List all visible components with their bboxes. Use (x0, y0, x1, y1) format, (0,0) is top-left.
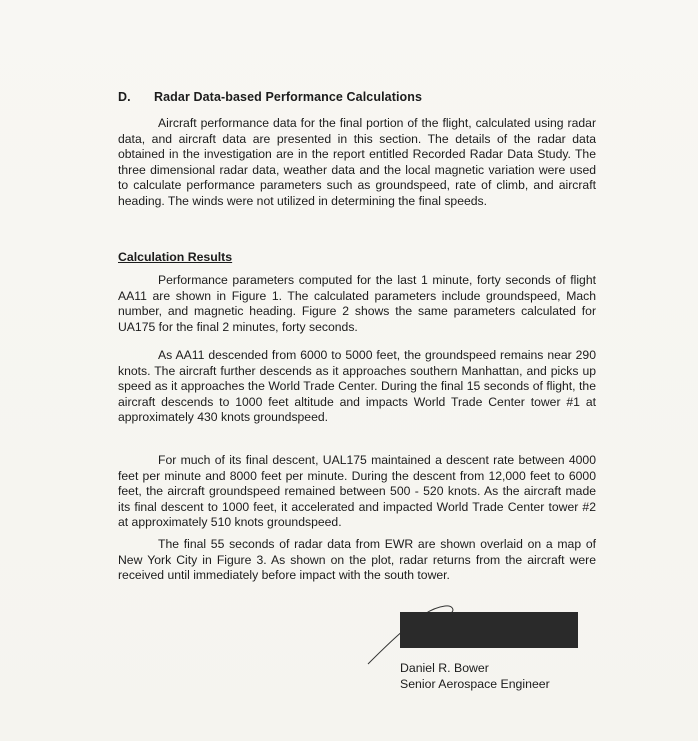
results-paragraph-1-text: Performance parameters computed for the last 1 minute, forty seconds of flight AA11 are shown in Figure 1. The calculated parameters include groundspeed, Mach number, and magnetic heading. Figure 2 shows the same parameters calculated for UA175 for the final 2 minutes, forty seconds. (118, 273, 596, 334)
redacted-signature (400, 612, 578, 648)
section-letter: D. (118, 90, 131, 104)
calculation-results-heading: Calculation Results (118, 250, 233, 264)
intro-text: Aircraft performance data for the final portion of the flight, calculated using radar data, and aircraft data are presented in this section. The details of the radar data obtained in the investigation are in the report entitled Recorded Radar Data Study. The three dimensional radar data, weather data and the local magnetic variation were used to calculate performance parameters such as groundspeed, rate of climb, and aircraft heading. The winds were not utilized in determining the final speeds. (118, 116, 596, 208)
signer-title: Senior Aerospace Engineer (400, 677, 550, 691)
signer-name: Daniel R. Bower (400, 661, 489, 675)
results-paragraph-4-text: The final 55 seconds of radar data from EWR are shown overlaid on a map of New York City in Figure 3. As shown on the plot, radar returns from the aircraft were received until immediately before impact with the south tower. (118, 537, 596, 583)
signature-block (400, 660, 550, 692)
section-title: Radar Data-based Performance Calculations (154, 90, 423, 104)
results-paragraph-2-text: As AA11 descended from 6000 to 5000 feet, the groundspeed remains near 290 knots. The aircraft further descends as it approaches southern Manhattan, and picks up speed as it approaches the World Trade Center. During the final 15 seconds of flight, the aircraft descends to 1000 feet altitude and impacts World Trade Center tower #1 at approximately 430 knots groundspeed. (118, 348, 596, 425)
results-paragraph-3-text: For much of its final descent, UAL175 maintained a descent rate between 4000 feet per minute and 8000 feet per minute. During the descent from 12,000 feet to 6000 feet, the aircraft groundspeed remained between 500 - 520 knots. As the aircraft made its final descent to 1000 feet, it accelerated and impacted World Trade Center tower #2 at approximately 510 knots groundspeed. (118, 453, 596, 530)
